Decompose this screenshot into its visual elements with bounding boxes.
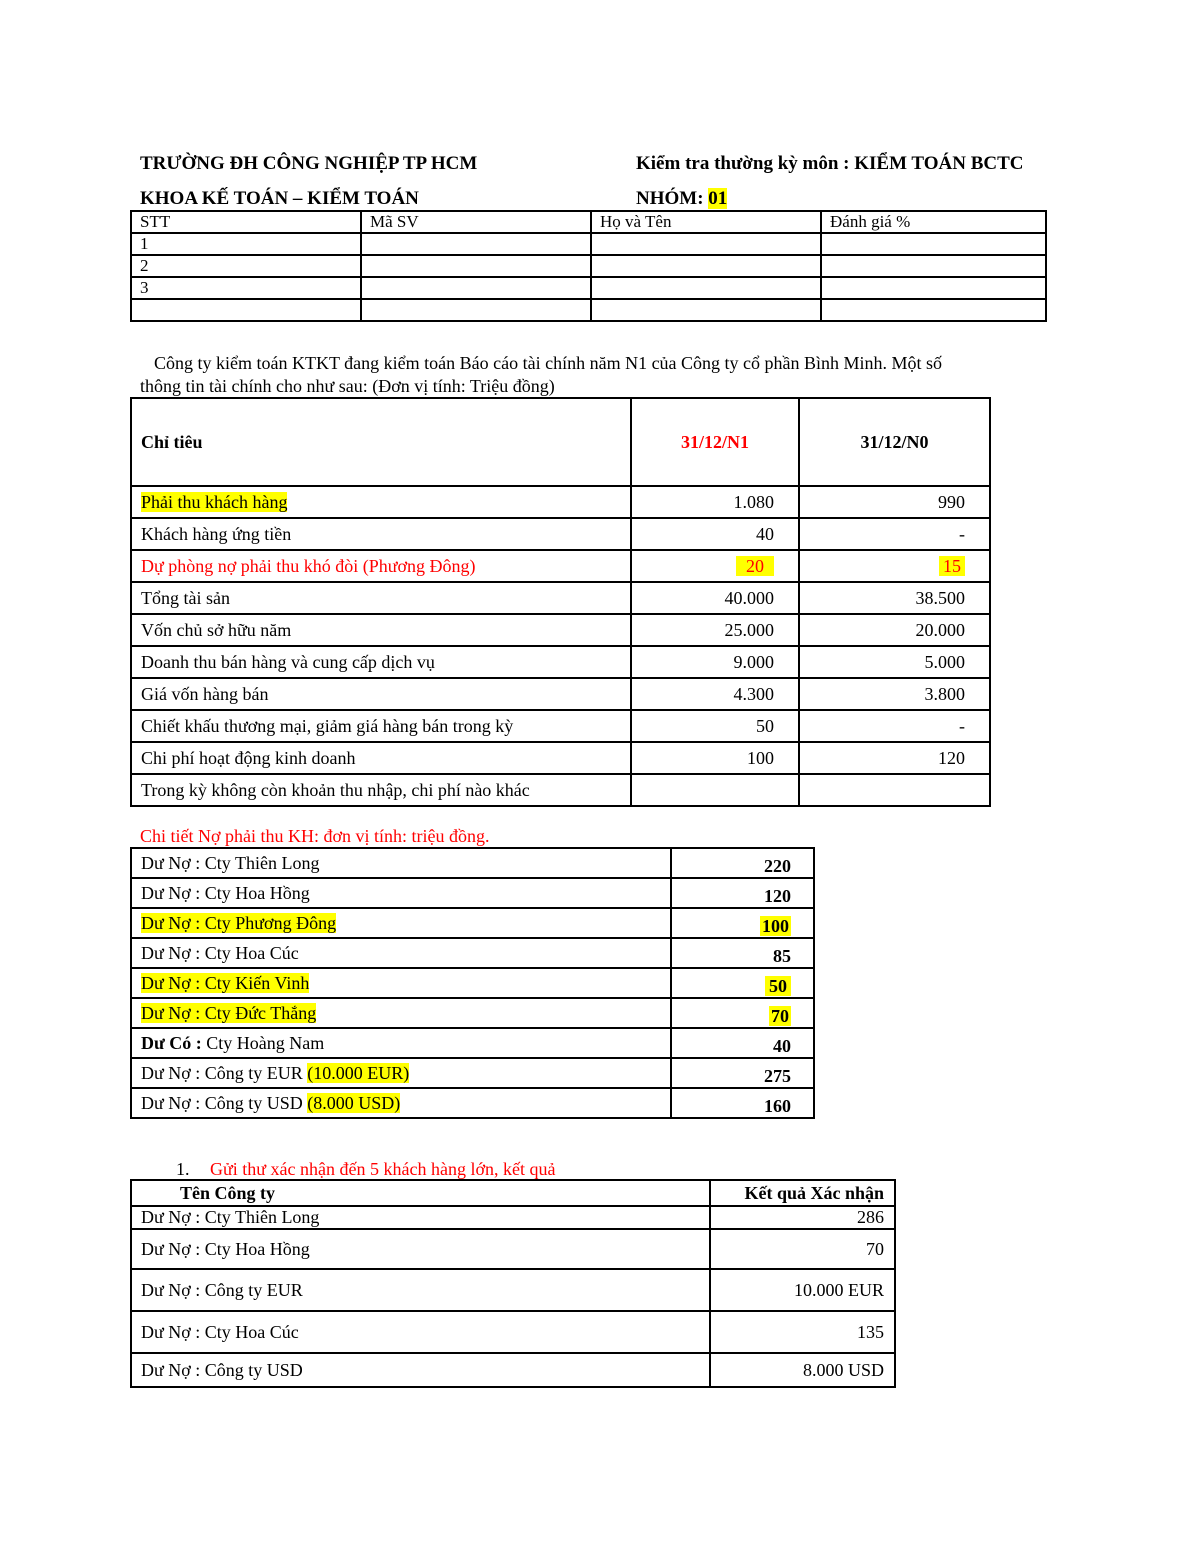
- cell-student-id[interactable]: [361, 277, 591, 299]
- column-header-student-id: Mã SV: [361, 211, 591, 233]
- cell-n1: 1.080: [631, 486, 799, 518]
- cell-item: Tổng tài sản: [131, 582, 631, 614]
- cell-customer: [131, 938, 671, 968]
- table-row: [131, 1311, 895, 1353]
- column-header-n1: 31/12/N1: [631, 398, 799, 486]
- table-row: [131, 998, 814, 1028]
- cell-item: Giá vốn hàng bán: [131, 678, 631, 710]
- faculty-name: KHOA KẾ TOÁN – KIỂM TOÁN: [140, 188, 419, 209]
- cell-n1: 40.000: [631, 582, 799, 614]
- members-table: [130, 210, 1047, 322]
- cell-company: Dư Nợ : Cty Thiên Long: [131, 1206, 710, 1229]
- balance-type: Dư Nợ :: [141, 1002, 205, 1023]
- cell-n0: [799, 774, 990, 806]
- cell-student-id[interactable]: [361, 299, 591, 321]
- intro-line-1: Công ty kiểm toán KTKT đang kiểm toán Báo cáo tài chính năm N1 của Công ty cổ phần Bình Minh. Một số: [154, 353, 943, 373]
- balance-type: Dư Nợ :: [141, 1062, 205, 1083]
- cell-customer: [131, 1088, 671, 1118]
- cell-company: Dư Nợ : Cty Hoa Hồng: [131, 1229, 710, 1269]
- cell-item: [131, 486, 631, 518]
- cell-n1: [631, 550, 799, 582]
- cell-full-name[interactable]: [591, 277, 821, 299]
- cell-n1: 25.000: [631, 614, 799, 646]
- cell-n1: 4.300: [631, 678, 799, 710]
- table-row: [131, 614, 990, 646]
- table-row: [131, 710, 990, 742]
- cell-rating[interactable]: [821, 299, 1046, 321]
- cell-n0: 5.000: [799, 646, 990, 678]
- customer-name: Cty Hoa Cúc: [204, 942, 299, 963]
- table-row: [131, 968, 814, 998]
- cell-n1: 9.000: [631, 646, 799, 678]
- financial-info-table: [130, 397, 991, 807]
- customer-highlight: [141, 973, 309, 993]
- customer-name: Công ty EUR: [204, 1062, 308, 1083]
- cell-customer: [131, 998, 671, 1028]
- cell-item: Trong kỳ không còn khoản thu nhập, chi phí nào khác: [131, 774, 631, 806]
- confirmation-results-table: [130, 1179, 896, 1388]
- column-header-company: Tên Công ty: [131, 1180, 710, 1206]
- cell-full-name[interactable]: [591, 233, 821, 255]
- customer-name: Cty Hoa Hồng: [204, 882, 310, 903]
- customer-highlight: [141, 913, 336, 933]
- table-header-row: [131, 398, 990, 486]
- table-row: [131, 774, 990, 806]
- cell-n0: -: [799, 518, 990, 550]
- cell-amount: 85: [671, 938, 814, 968]
- cell-customer: [131, 1058, 671, 1088]
- table-row: [131, 878, 814, 908]
- cell-n1: 100: [631, 742, 799, 774]
- table-row: [131, 742, 990, 774]
- cell-n1: 50: [631, 710, 799, 742]
- cell-student-id[interactable]: [361, 255, 591, 277]
- table-header-row: [131, 211, 1046, 233]
- table-row: [131, 848, 814, 878]
- cell-n0: 990: [799, 486, 990, 518]
- amount-value: 70: [771, 1006, 789, 1026]
- table-row: [131, 582, 990, 614]
- cell-n0: 38.500: [799, 582, 990, 614]
- column-header-item: Chỉ tiêu: [131, 398, 631, 486]
- cell-n0: 3.800: [799, 678, 990, 710]
- table-row: [131, 1028, 814, 1058]
- cell-customer: [131, 908, 671, 938]
- cell-amount: [671, 968, 814, 998]
- balance-type: Dư Nợ :: [141, 852, 205, 873]
- cell-stt[interactable]: 3: [131, 277, 361, 299]
- table-row: [131, 299, 1046, 321]
- customer-name: Cty Đức Thắng: [204, 1002, 317, 1023]
- cell-item: Chi phí hoạt động kinh doanh: [131, 742, 631, 774]
- cell-result: 8.000 USD: [710, 1353, 895, 1387]
- amount-value: 50: [765, 976, 791, 996]
- balance-type: Dư Nợ :: [141, 972, 205, 993]
- cell-full-name[interactable]: [591, 255, 821, 277]
- cell-n0: -: [799, 710, 990, 742]
- customer-highlight: [141, 1003, 316, 1023]
- customer-name: Công ty USD: [204, 1092, 308, 1113]
- column-header-n0: 31/12/N0: [799, 398, 990, 486]
- question-1: [176, 1158, 555, 1180]
- cell-customer: [131, 1028, 671, 1058]
- n0-value: 15: [939, 556, 965, 576]
- cell-amount: 220: [671, 848, 814, 878]
- column-header-full-name: Họ và Tên: [591, 211, 821, 233]
- cell-rating[interactable]: [821, 255, 1046, 277]
- cell-item: Khách hàng ứng tiền: [131, 518, 631, 550]
- exam-title: Kiểm tra thường kỳ môn : KIỂM TOÁN BCTC: [636, 153, 1024, 174]
- table-row: [131, 1269, 895, 1311]
- column-header-result: Kết quả Xác nhận: [710, 1180, 895, 1206]
- table-row: [131, 1088, 814, 1118]
- balance-type: Dư Nợ :: [141, 1092, 205, 1113]
- intro-line-2: thông tin tài chính cho như sau: (Đơn vị tính: Triệu đồng): [140, 376, 555, 396]
- table-row: [131, 233, 1046, 255]
- balance-type: Dư Có :: [141, 1032, 207, 1053]
- cell-result: 70: [710, 1229, 895, 1269]
- ar-detail-table: [130, 847, 815, 1119]
- table-row: [131, 277, 1046, 299]
- cell-amount: [671, 998, 814, 1028]
- table-row: [131, 518, 990, 550]
- cell-amount: 40: [671, 1028, 814, 1058]
- group-number: 01: [708, 188, 728, 209]
- group-label-text: NHÓM:: [636, 188, 709, 209]
- cell-n0: [799, 550, 990, 582]
- cell-rating[interactable]: [821, 233, 1046, 255]
- group-label: [636, 188, 727, 210]
- balance-type: Dư Nợ :: [141, 882, 205, 903]
- cell-stt[interactable]: 2: [131, 255, 361, 277]
- cell-company: Dư Nợ : Công ty EUR: [131, 1269, 710, 1311]
- table-row: [131, 550, 990, 582]
- school-name: TRƯỜNG ĐH CÔNG NGHIỆP TP HCM: [140, 153, 478, 174]
- ar-detail-title: Chi tiết Nợ phải thu KH: đơn vị tính: triệu đồng.: [140, 826, 490, 846]
- cell-result: 10.000 EUR: [710, 1269, 895, 1311]
- amount-value: 100: [762, 916, 789, 936]
- balance-type: Dư Nợ :: [141, 912, 205, 933]
- cell-company: Dư Nợ : Cty Hoa Cúc: [131, 1311, 710, 1353]
- cell-item: Doanh thu bán hàng và cung cấp dịch vụ: [131, 646, 631, 678]
- customer-name: Cty Kiến Vinh: [204, 972, 310, 993]
- cell-student-id[interactable]: [361, 233, 591, 255]
- cell-item: Dự phòng nợ phải thu khó đòi (Phương Đông): [131, 550, 631, 582]
- table-row: [131, 678, 990, 710]
- cell-amount: 120: [671, 878, 814, 908]
- cell-n1: 40: [631, 518, 799, 550]
- cell-company: Dư Nợ : Công ty USD: [131, 1353, 710, 1387]
- table-row: [131, 1229, 895, 1269]
- cell-n0: 20.000: [799, 614, 990, 646]
- question-number: 1.: [176, 1159, 190, 1179]
- cell-result: 286: [710, 1206, 895, 1229]
- question-text: Gửi thư xác nhận đến 5 khách hàng lớn, kết quả: [210, 1159, 556, 1179]
- cell-customer: [131, 968, 671, 998]
- customer-name: Cty Phương Đông: [204, 912, 337, 933]
- customer-name: Cty Thiên Long: [204, 852, 320, 873]
- cell-stt[interactable]: 1: [131, 233, 361, 255]
- n1-value: 20: [736, 556, 774, 576]
- table-row: [131, 1353, 895, 1387]
- cell-full-name[interactable]: [591, 299, 821, 321]
- cell-item: Vốn chủ sở hữu năm: [131, 614, 631, 646]
- cell-amount: 160: [671, 1088, 814, 1118]
- currency-amount: (8.000 USD): [307, 1092, 401, 1113]
- table-row: [131, 486, 990, 518]
- table-row: [131, 938, 814, 968]
- table-row: [131, 1206, 895, 1229]
- customer-name: Cty Hoàng Nam: [206, 1032, 325, 1053]
- table-row: [131, 646, 990, 678]
- cell-customer: [131, 848, 671, 878]
- cell-n1: [631, 774, 799, 806]
- table-header-row: [131, 1180, 895, 1206]
- cell-item: Chiết khấu thương mại, giảm giá hàng bán trong kỳ: [131, 710, 631, 742]
- column-header-stt: STT: [131, 211, 361, 233]
- table-row: [131, 255, 1046, 277]
- cell-result: 135: [710, 1311, 895, 1353]
- currency-amount: (10.000 EUR): [307, 1062, 410, 1083]
- cell-amount: [671, 908, 814, 938]
- table-row: [131, 1058, 814, 1088]
- cell-customer: [131, 878, 671, 908]
- cell-stt[interactable]: [131, 299, 361, 321]
- balance-type: Dư Nợ :: [141, 942, 205, 963]
- cell-rating[interactable]: [821, 277, 1046, 299]
- cell-n0: 120: [799, 742, 990, 774]
- table-row: [131, 908, 814, 938]
- cell-amount: 275: [671, 1058, 814, 1088]
- column-header-rating: Đánh giá %: [821, 211, 1046, 233]
- item-label: Phải thu khách hàng: [141, 491, 288, 512]
